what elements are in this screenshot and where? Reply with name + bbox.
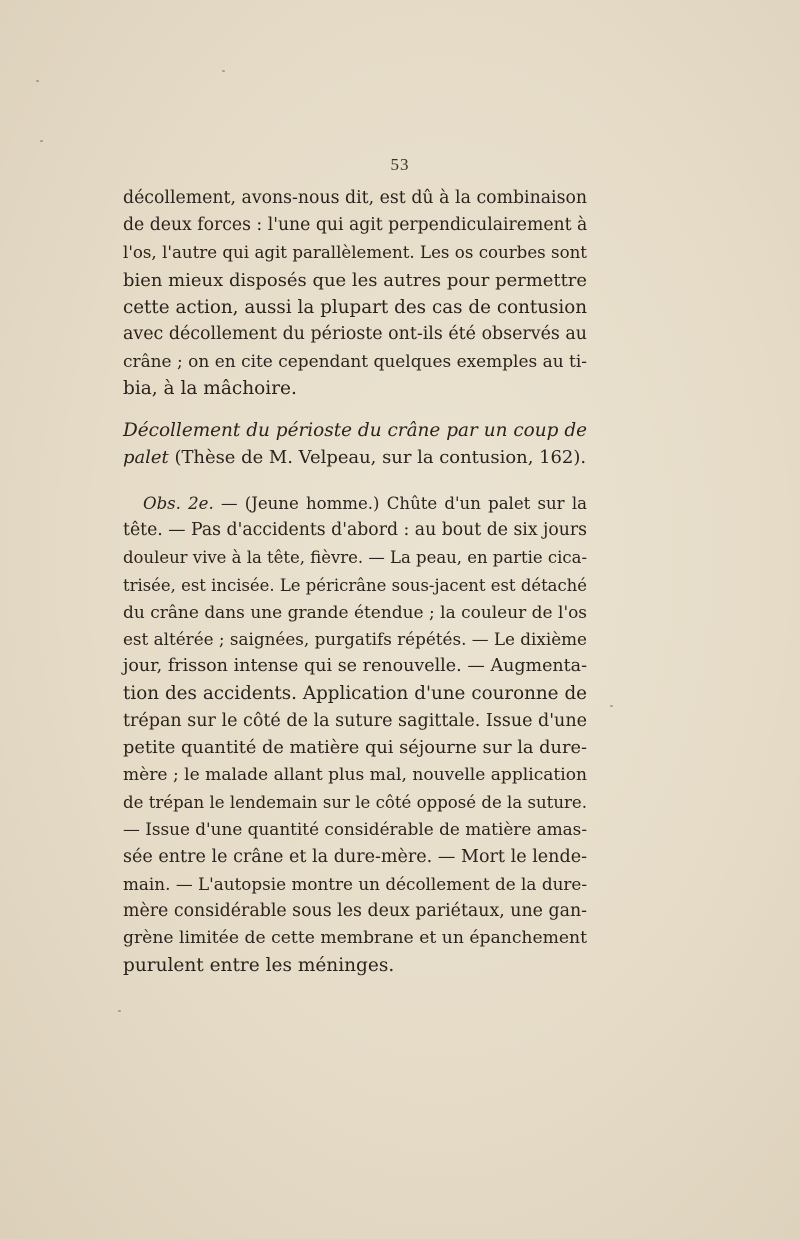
observation-label: Obs. 2e. — [143, 494, 214, 513]
text-line: crâne ; on en cite cependant quelques exemples au ti- — [123, 351, 587, 372]
text-line: main. — L'autopsie montre un décollement de la dure- — [123, 873, 587, 894]
text-line — [123, 490, 587, 517]
text-line: petite quantité de matière qui séjourne sur la dure- — [123, 737, 587, 758]
text-line: bia, à la mâchoire. — [123, 378, 297, 400]
text-line: de trépan le lendemain sur le côté opposé de la suture. — [123, 793, 587, 813]
case-heading — [123, 417, 587, 471]
text-line: tion des accidents. Application d'une couronne de — [123, 683, 587, 705]
text-line: l'os, l'autre qui agit parallèlement. Les os courbes sont — [123, 243, 587, 263]
paper-speck — [222, 70, 225, 72]
text-line: du crâne dans une grande étendue ; la couleur de l'os — [123, 601, 587, 622]
paper-speck — [610, 705, 613, 707]
heading-source: (Thèse de M. Velpeau, sur la contusion, 162). — [168, 447, 587, 469]
observation-paragraph — [123, 490, 587, 980]
text-line: bien mieux disposés que les autres pour permettre — [123, 269, 587, 291]
text-line: de deux forces : l'une qui agit perpendiculairement à — [123, 215, 588, 236]
text-line: sée entre le crâne et la dure-mère. — Mort le lende- — [123, 846, 587, 867]
text-line: purulent entre les méninges. — [123, 955, 395, 977]
paragraph-1 — [123, 185, 587, 403]
text-line: mère ; le malade allant plus mal, nouvelle application — [123, 765, 587, 786]
paper-speck — [118, 1010, 121, 1012]
observation-intro: — (Jeune homme.) Chûte d'un palet sur la — [213, 494, 587, 513]
text-line: trisée, est incisée. Le péricrâne sous-jacent est détaché — [123, 575, 587, 595]
text-line: tête. — Pas d'accidents d'abord : au bout de six jours — [123, 520, 588, 541]
text-line: douleur vive à la tête, fièvre. — La peau, en partie cica- — [123, 548, 588, 568]
text-line: grène limitée de cette membrane et un épanchement — [123, 928, 587, 949]
text-line: décollement, avons-nous dit, est dû à la combinaison — [123, 188, 587, 208]
text-line: cette action, aussi la plupart des cas de contusion — [123, 296, 587, 318]
text-line: jour, frisson intense qui se renouvelle. — Augmenta- — [123, 656, 587, 677]
paper-speck — [36, 80, 39, 82]
heading-line: Décollement du périoste du crâne par un coup de — [123, 420, 587, 441]
text-line: trépan sur le côté de la suture sagittale. Issue d'une — [123, 710, 587, 731]
heading-line — [123, 444, 587, 471]
text-line: — Issue d'une quantité considérable de matière amas- — [123, 819, 587, 840]
text-line: est altérée ; saignées, purgatifs répétés. — Le dixième — [123, 629, 587, 650]
text-line: mère considérable sous les deux pariétaux, une gan- — [123, 901, 587, 922]
page-number: 53 — [390, 155, 410, 174]
text-line: avec décollement du périoste ont-ils été observés au — [123, 324, 587, 345]
paper-speck — [40, 140, 43, 142]
heading-italic: palet — [123, 447, 169, 469]
